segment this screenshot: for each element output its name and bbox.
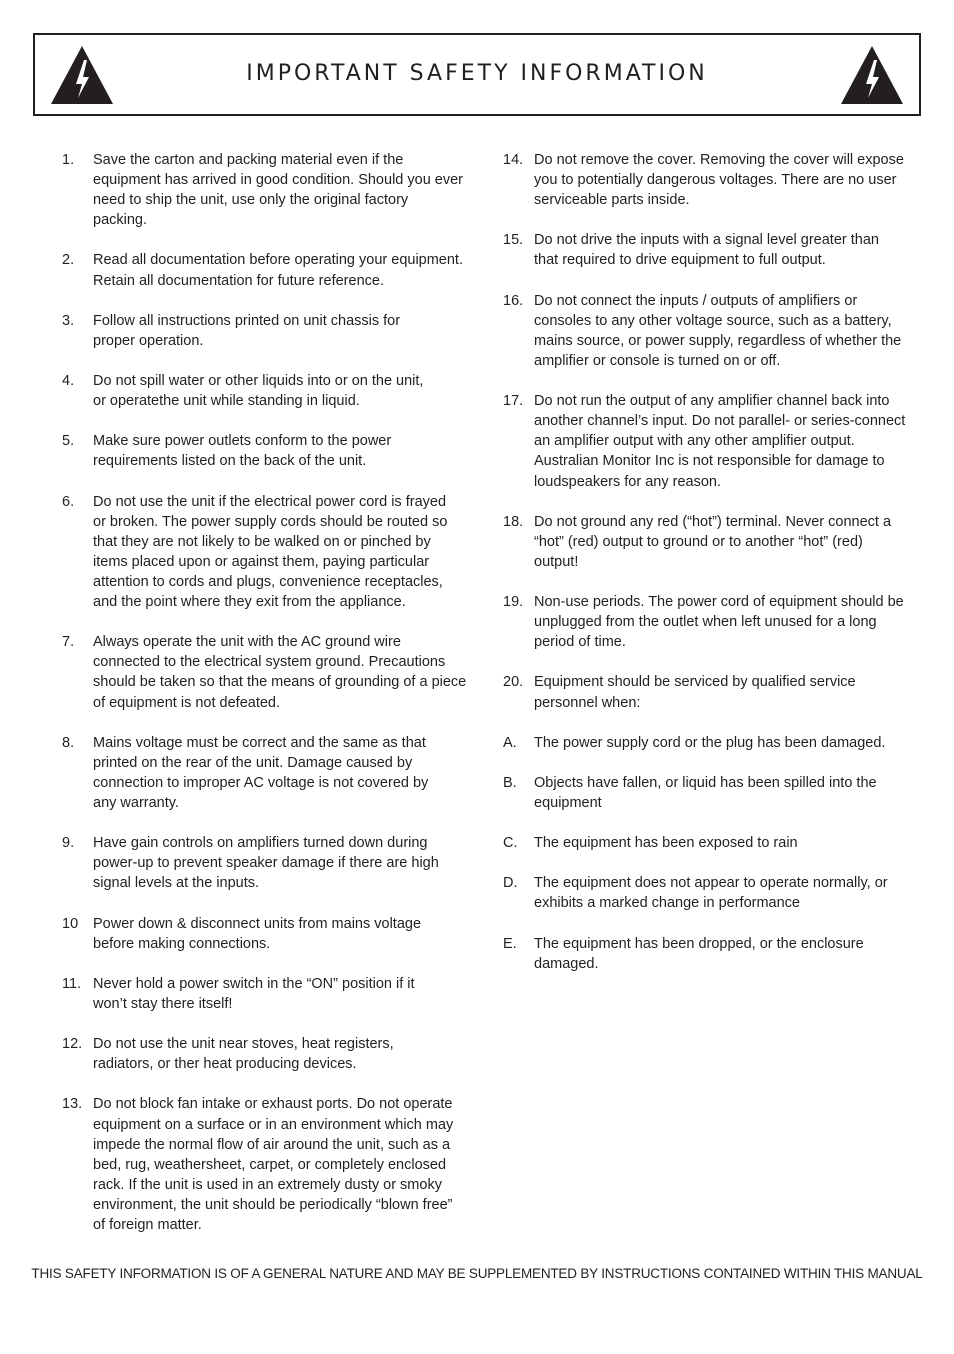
- list-item: [503, 230, 903, 270]
- item-text-line: Objects have fallen, or liquid has been spilled into the: [534, 774, 877, 791]
- list-item: [62, 1094, 462, 1235]
- item-number: A.: [503, 734, 517, 751]
- item-text-line: impede the normal flow of air around the unit, such as a: [93, 1136, 451, 1153]
- item-number: 14.: [503, 152, 524, 168]
- list-item: [62, 250, 462, 290]
- item-text-line: that they are not likely to be walked on or pinched by: [93, 533, 431, 550]
- item-text: [93, 632, 466, 712]
- list-item: [503, 873, 903, 913]
- item-text-line: requirements listed on the back of the unit.: [93, 453, 367, 470]
- left-column: [62, 150, 467, 1255]
- item-text-line: Do not use the unit near stoves, heat registers,: [93, 1036, 394, 1053]
- item-text-line: damaged.: [534, 955, 599, 972]
- item-text-line: serviceable parts inside.: [534, 192, 690, 209]
- item-text: [534, 592, 904, 652]
- item-text-line: mains source, or power supply, regardless of whether the: [534, 332, 902, 349]
- item-text-line: The equipment does not appear to operate normally, or: [534, 875, 888, 892]
- item-text-line: items placed upon or against them, paying particular: [93, 553, 430, 570]
- item-text: [534, 833, 903, 853]
- item-text: [534, 230, 903, 270]
- footer-notice: THIS SAFETY INFORMATION IS OF A GENERAL NATURE AND MAY BE SUPPLEMENTED BY INSTRUCTIONS CONTAINED WITHIN THIS MANUAL: [31, 1266, 923, 1281]
- item-number: 19.: [503, 594, 524, 611]
- item-text-line: printed on the rear of the unit. Damage caused by: [93, 754, 413, 771]
- item-number: 15.: [503, 232, 524, 249]
- item-number: 17.: [503, 393, 524, 410]
- item-text-line: exhibits a marked change in performance: [534, 895, 800, 912]
- list-item: [62, 311, 462, 351]
- list-item: [62, 974, 462, 1014]
- item-text-line: Mains voltage must be correct and the same as that: [93, 734, 426, 751]
- item-text-line: proper operation.: [93, 332, 204, 349]
- item-text: [93, 974, 462, 1014]
- item-text-line: connected to the electrical system ground. Precautions: [93, 654, 446, 671]
- item-number: D.: [503, 875, 518, 892]
- item-text-line: power-up to prevent speaker damage if there are high: [93, 855, 439, 872]
- item-text-line: Retain all documentation for future reference.: [93, 272, 384, 289]
- item-text: [93, 371, 462, 411]
- item-text-line: Non-use periods. The power cord of equipment should be: [534, 594, 904, 611]
- item-text-line: Power down & disconnect units from mains voltage: [93, 915, 422, 932]
- item-text: [534, 934, 903, 974]
- item-text: [93, 492, 462, 613]
- item-text: [534, 773, 903, 813]
- item-text-line: Do not drive the inputs with a signal level greater than: [534, 232, 879, 249]
- item-text-line: Read all documentation before operating your equipment.: [93, 252, 463, 269]
- list-item: [503, 934, 903, 974]
- list-item: [503, 291, 903, 371]
- item-text-line: before making connections.: [93, 935, 271, 952]
- item-text-line: The power supply cord or the plug has been damaged.: [534, 734, 886, 751]
- item-text: [534, 873, 903, 913]
- warning-triangle-icon: [839, 44, 905, 106]
- item-text-line: any warranty.: [93, 795, 179, 811]
- item-text: [534, 512, 903, 572]
- item-text-line: and the point where they exit from the appliance.: [93, 594, 406, 611]
- item-text: [93, 833, 462, 893]
- item-text: [93, 150, 463, 230]
- list-item: [62, 833, 462, 893]
- item-text-line: Make sure power outlets conform to the power: [93, 433, 392, 450]
- item-text: [93, 311, 462, 351]
- item-text: [93, 733, 462, 813]
- item-text-line: personnel when:: [534, 694, 641, 711]
- item-number: 8.: [62, 734, 75, 751]
- item-text-line: The equipment has been exposed to rain: [534, 835, 798, 852]
- item-number: 9.: [62, 835, 75, 852]
- item-number: 18.: [503, 513, 524, 530]
- item-text-line: attention to cords and plugs, convenience receptacles,: [93, 573, 443, 590]
- item-text-line: packing.: [93, 212, 148, 229]
- item-text-line: Have gain controls on amplifiers turned down during: [93, 835, 428, 852]
- list-item: [503, 391, 906, 491]
- item-text-line: consoles to any other voltage source, such as a battery,: [534, 312, 892, 329]
- item-number: 10: [62, 915, 79, 932]
- item-text-line: “hot” (red) output to ground or to another “hot” (red): [534, 533, 863, 550]
- item-text-line: need to ship the unit, use only the original factory: [93, 192, 409, 209]
- list-item: [503, 512, 903, 572]
- item-text: [534, 672, 903, 712]
- item-text-line: equipment on a surface or in an environment which may: [93, 1116, 454, 1133]
- right-column: [503, 150, 906, 994]
- item-text-line: Save the carton and packing material even if the: [93, 152, 404, 168]
- item-text-line: rack. If the unit is used in an extremely dusty or smoky: [93, 1176, 442, 1193]
- item-text-line: another channel’s input. Do not parallel- or series-connect: [534, 413, 906, 430]
- list-item: [62, 1034, 462, 1074]
- item-text-line: Do not remove the cover. Removing the cover will expose: [534, 152, 904, 168]
- item-text-line: that required to drive equipment to full output.: [534, 252, 826, 269]
- item-text-line: equipment has arrived in good condition. Should you ever: [93, 172, 463, 189]
- item-text-line: Do not ground any red (“hot”) terminal. Never connect a: [534, 513, 892, 530]
- item-text-line: Always operate the unit with the AC ground wire: [93, 634, 401, 651]
- list-item: [62, 371, 462, 411]
- item-text-line: unplugged from the outlet when left unused for a long: [534, 614, 877, 631]
- item-text-line: or broken. The power supply cords should be routed so: [93, 513, 448, 530]
- item-text-line: Follow all instructions printed on unit chassis for: [93, 312, 401, 329]
- item-text-line: loudspeakers for any reason.: [534, 473, 721, 490]
- item-text: [534, 291, 903, 371]
- list-item: [62, 914, 462, 954]
- item-text-line: signal levels at the inputs.: [93, 875, 260, 892]
- item-text-line: you to potentially dangerous voltages. There are no user: [534, 172, 897, 189]
- list-item: [503, 672, 903, 712]
- item-text: [534, 150, 904, 210]
- list-item: [62, 632, 467, 712]
- item-text: [534, 391, 905, 491]
- item-text: [534, 733, 903, 753]
- item-text-line: of foreign matter.: [93, 1216, 202, 1233]
- list-item: [503, 833, 903, 853]
- item-number: E.: [503, 935, 517, 952]
- list-item: [62, 431, 462, 471]
- item-text-line: environment, the unit should be periodically “blown free”: [93, 1196, 453, 1213]
- item-text-line: Do not spill water or other liquids into or on the unit,: [93, 373, 424, 390]
- list-item: [503, 773, 903, 813]
- item-text: [93, 250, 463, 290]
- item-text-line: Do not block fan intake or exhaust ports. Do not operate: [93, 1096, 453, 1113]
- item-text-line: Do not connect the inputs / outputs of amplifiers or: [534, 292, 858, 309]
- item-text-line: connection to improper AC voltage is not covered by: [93, 774, 429, 791]
- item-number: C.: [503, 835, 518, 852]
- list-item: [503, 733, 903, 753]
- item-text-line: Do not run the output of any amplifier channel back into: [534, 393, 890, 410]
- item-text-line: won’t stay there itself!: [93, 995, 233, 1012]
- list-item: [503, 592, 903, 652]
- item-text: [93, 914, 462, 954]
- item-number: 5.: [62, 433, 75, 450]
- item-text-line: an amplifier output with any other amplifier output.: [534, 433, 855, 450]
- item-number: 20.: [503, 674, 524, 691]
- item-text-line: amplifier or console is turned on or off.: [534, 352, 781, 369]
- item-text-line: Equipment should be serviced by qualified service: [534, 674, 856, 691]
- list-item: [62, 733, 462, 813]
- item-text: [93, 1034, 462, 1074]
- item-text: [93, 1094, 462, 1235]
- item-text-line: should be taken so that the means of grounding of a piece: [93, 674, 467, 691]
- item-text-line: Do not use the unit if the electrical power cord is frayed: [93, 493, 447, 510]
- item-text-line: of equipment is not defeated.: [93, 694, 281, 711]
- item-text-line: or operatethe unit while standing in liquid.: [93, 393, 360, 410]
- item-number: 7.: [62, 634, 75, 651]
- item-text: [93, 431, 462, 471]
- item-text-line: Australian Monitor Inc is not responsible for damage to: [534, 453, 885, 470]
- item-number: 4.: [62, 373, 75, 390]
- item-text-line: radiators, or ther heat producing devices.: [93, 1056, 357, 1073]
- list-item: [62, 492, 462, 613]
- item-number: 13.: [62, 1096, 83, 1113]
- item-number: 11.: [62, 975, 82, 992]
- list-item: [62, 150, 462, 230]
- item-text-line: output!: [534, 553, 579, 570]
- item-text-line: period of time.: [534, 634, 626, 651]
- item-text-line: Never hold a power switch in the “ON” position if it: [93, 975, 415, 992]
- item-text-line: The equipment has been dropped, or the enclosure: [534, 935, 864, 952]
- item-number: 2.: [62, 252, 75, 269]
- item-text-line: equipment: [534, 795, 602, 811]
- safety-header-box: [33, 33, 921, 116]
- item-number: 1.: [62, 152, 75, 168]
- item-text-line: bed, rug, weathersheet, carpet, or completely enclosed: [93, 1156, 447, 1173]
- item-number: 3.: [62, 312, 75, 329]
- list-item: [503, 150, 903, 210]
- item-number: B.: [503, 774, 517, 791]
- item-number: 6.: [62, 493, 75, 510]
- page-title: IMPORTANT SAFETY INFORMATION: [246, 61, 708, 86]
- item-number: 16.: [503, 292, 524, 309]
- item-number: 12.: [62, 1036, 83, 1053]
